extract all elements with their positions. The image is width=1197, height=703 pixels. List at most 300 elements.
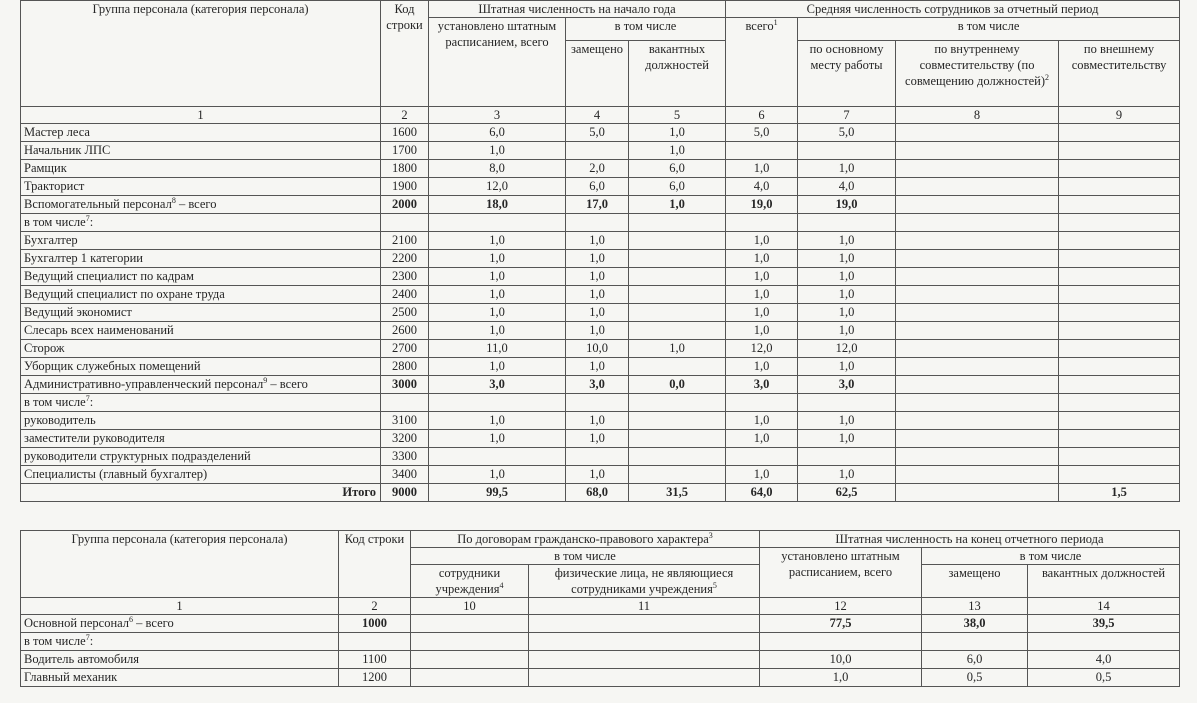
- table-row: [21, 430, 1180, 448]
- cell-c3: 99,5: [429, 484, 566, 502]
- cell-c7: 1,0: [798, 160, 896, 178]
- footnote-mark: 7: [85, 213, 90, 223]
- column-number: 2: [339, 598, 411, 615]
- cell-c8: [896, 376, 1059, 394]
- row-label: [21, 142, 381, 160]
- cell-c8: [896, 340, 1059, 358]
- column-number: 12: [760, 598, 922, 615]
- cell-c9: [1059, 412, 1180, 430]
- cell-c5: [629, 358, 726, 376]
- cell-c7: 1,0: [798, 358, 896, 376]
- row-label-text: Основной персонал: [24, 616, 130, 630]
- row-label-text: Бухгалтер 1 категории: [24, 251, 143, 265]
- row-label: [21, 124, 381, 142]
- column-numbers-row: [21, 598, 1180, 615]
- cell-c9: [1059, 322, 1180, 340]
- table-row: [21, 250, 1180, 268]
- cell-c3: 1,0: [429, 142, 566, 160]
- header-vacant-2: вакантных должностей: [1028, 565, 1180, 598]
- cell-c8: [896, 250, 1059, 268]
- row-code: 1900: [381, 178, 429, 196]
- staff-table-secondary: [20, 530, 1180, 687]
- cell-c6: 3,0: [726, 376, 798, 394]
- table-row: [21, 448, 1180, 466]
- cell-c3: 1,0: [429, 232, 566, 250]
- row-label: [21, 651, 339, 669]
- cell-c8: [896, 142, 1059, 160]
- cell-c9: [1059, 466, 1180, 484]
- row-label-text: в том числе: [24, 634, 86, 648]
- row-code: 2300: [381, 268, 429, 286]
- cell-c9: [1059, 358, 1180, 376]
- cell-c4: [566, 448, 629, 466]
- cell-c5: 31,5: [629, 484, 726, 502]
- row-label-text: Сторож: [24, 341, 65, 355]
- cell-c3: 8,0: [429, 160, 566, 178]
- cell-c5: [629, 304, 726, 322]
- row-label: [21, 376, 381, 394]
- row-label-text: руководители структурных подразделений: [24, 449, 251, 463]
- cell-c6: 1,0: [726, 160, 798, 178]
- cell-c5: [629, 322, 726, 340]
- cell-c11: [529, 615, 760, 633]
- cell-c6: 1,0: [726, 322, 798, 340]
- cell-c4: 1,0: [566, 268, 629, 286]
- header-filled: замещено: [566, 40, 629, 106]
- cell-c9: [1059, 178, 1180, 196]
- cell-c9: [1059, 268, 1180, 286]
- cell-c8: [896, 268, 1059, 286]
- header-staff-end: Штатная численность на конец отчетного периода: [760, 531, 1180, 548]
- header-code-2: Код строки: [339, 531, 411, 598]
- cell-c9: [1059, 142, 1180, 160]
- cell-c4: 1,0: [566, 358, 629, 376]
- table-row: [21, 633, 1180, 651]
- row-label: [21, 412, 381, 430]
- cell-c9: [1059, 214, 1180, 232]
- cell-c7: 1,0: [798, 322, 896, 340]
- cell-c8: [896, 160, 1059, 178]
- cell-c6: [726, 214, 798, 232]
- cell-c7: [798, 394, 896, 412]
- cell-c7: 1,0: [798, 232, 896, 250]
- row-label-text: Тракторист: [24, 179, 85, 193]
- cell-c4: 3,0: [566, 376, 629, 394]
- cell-c6: 4,0: [726, 178, 798, 196]
- table-row: [21, 124, 1180, 142]
- cell-c4: [566, 142, 629, 160]
- table-row: [21, 160, 1180, 178]
- cell-c8: [896, 358, 1059, 376]
- row-label-text: Специалисты (главный бухгалтер): [24, 467, 208, 481]
- cell-c12: [760, 633, 922, 651]
- row-label: [21, 214, 381, 232]
- column-number: 13: [922, 598, 1028, 615]
- cell-c10: [411, 633, 529, 651]
- row-label-text: Ведущий экономист: [24, 305, 132, 319]
- cell-c5: 1,0: [629, 124, 726, 142]
- row-code: [381, 394, 429, 412]
- cell-c6: 1,0: [726, 286, 798, 304]
- cell-c6: 1,0: [726, 430, 798, 448]
- cell-c5: [629, 250, 726, 268]
- row-code: 2600: [381, 322, 429, 340]
- cell-c9: [1059, 196, 1180, 214]
- cell-c6: 64,0: [726, 484, 798, 502]
- row-label: [21, 160, 381, 178]
- row-label-suffix: – всего: [133, 616, 174, 630]
- cell-c7: 19,0: [798, 196, 896, 214]
- cell-c6: [726, 448, 798, 466]
- column-number: 8: [896, 107, 1059, 124]
- cell-c12: 10,0: [760, 651, 922, 669]
- row-code: 2100: [381, 232, 429, 250]
- table-row: [21, 376, 1180, 394]
- cell-c6: 1,0: [726, 250, 798, 268]
- row-label-suffix: :: [89, 395, 94, 409]
- cell-c8: [896, 124, 1059, 142]
- row-label: [21, 178, 381, 196]
- table-row: [21, 466, 1180, 484]
- cell-c7: 4,0: [798, 178, 896, 196]
- row-code: 3000: [381, 376, 429, 394]
- table-row: [21, 358, 1180, 376]
- cell-c3: 3,0: [429, 376, 566, 394]
- row-code: 1100: [339, 651, 411, 669]
- cell-c5: [629, 430, 726, 448]
- total-label: Итого: [21, 484, 381, 502]
- column-number: 4: [566, 107, 629, 124]
- row-label-text: руководитель: [24, 413, 96, 427]
- row-code: [381, 214, 429, 232]
- row-label-suffix: – всего: [267, 377, 308, 391]
- cell-c3: 1,0: [429, 466, 566, 484]
- table-row: [21, 412, 1180, 430]
- table-row: [21, 214, 1180, 232]
- footnote-mark: 7: [85, 632, 90, 642]
- table-row: [21, 615, 1180, 633]
- cell-c7: [798, 214, 896, 232]
- header-incl-civil: в том числе: [411, 548, 760, 565]
- row-code: 3400: [381, 466, 429, 484]
- cell-c7: 5,0: [798, 124, 896, 142]
- footnote-mark: 9: [263, 375, 268, 385]
- cell-c8: [896, 448, 1059, 466]
- cell-c3: 1,0: [429, 304, 566, 322]
- cell-c7: 1,0: [798, 268, 896, 286]
- cell-c6: 1,0: [726, 466, 798, 484]
- cell-c3: 1,0: [429, 358, 566, 376]
- cell-c4: 1,0: [566, 304, 629, 322]
- cell-c9: [1059, 232, 1180, 250]
- cell-c3: [429, 448, 566, 466]
- row-label: [21, 430, 381, 448]
- table-row: [21, 142, 1180, 160]
- cell-c13: [922, 633, 1028, 651]
- cell-c8: [896, 322, 1059, 340]
- column-number: 10: [411, 598, 529, 615]
- cell-c3: [429, 394, 566, 412]
- cell-c5: 0,0: [629, 376, 726, 394]
- header-staff-start: Штатная численность на начало года: [429, 1, 726, 18]
- row-code: 1000: [339, 615, 411, 633]
- table-row: [21, 178, 1180, 196]
- header-employees: сотрудники учреждения$^4$: [411, 565, 529, 598]
- cell-c6: 1,0: [726, 412, 798, 430]
- cell-c5: 1,0: [629, 196, 726, 214]
- row-code: 2200: [381, 250, 429, 268]
- cell-c11: [529, 633, 760, 651]
- column-number: 6: [726, 107, 798, 124]
- cell-c5: [629, 268, 726, 286]
- column-number: 2: [381, 107, 429, 124]
- cell-c7: [798, 142, 896, 160]
- row-label-text: Административно-управленческий персонал: [24, 377, 264, 391]
- row-label: [21, 358, 381, 376]
- row-label-text: Рамщик: [24, 161, 67, 175]
- column-number: 7: [798, 107, 896, 124]
- cell-c3: 1,0: [429, 430, 566, 448]
- cell-c10: [411, 651, 529, 669]
- cell-c14: [1028, 633, 1180, 651]
- cell-c5: [629, 232, 726, 250]
- cell-c3: 1,0: [429, 322, 566, 340]
- row-label-text: Ведущий специалист по кадрам: [24, 269, 194, 283]
- table-row: [21, 196, 1180, 214]
- cell-c7: 1,0: [798, 304, 896, 322]
- row-label-text: Вспомогательный персонал: [24, 197, 172, 211]
- cell-c9: [1059, 448, 1180, 466]
- row-label: [21, 250, 381, 268]
- row-label-text: Бухгалтер: [24, 233, 78, 247]
- row-label-text: в том числе: [24, 215, 86, 229]
- row-label: [21, 340, 381, 358]
- cell-c4: 1,0: [566, 430, 629, 448]
- cell-c4: 10,0: [566, 340, 629, 358]
- cell-c4: 1,0: [566, 232, 629, 250]
- cell-c8: [896, 196, 1059, 214]
- header-main-place: по основному месту работы: [798, 40, 896, 106]
- cell-c14: 39,5: [1028, 615, 1180, 633]
- cell-c5: 1,0: [629, 340, 726, 358]
- cell-c7: 3,0: [798, 376, 896, 394]
- cell-c4: 1,0: [566, 250, 629, 268]
- row-label-suffix: – всего: [175, 197, 217, 211]
- footnote-mark: 8: [171, 195, 176, 205]
- cell-c5: [629, 448, 726, 466]
- cell-c9: [1059, 304, 1180, 322]
- header-internal: по внутреннему совместительству (по совмещению должностей)$^2$: [896, 40, 1059, 106]
- column-number: 1: [21, 598, 339, 615]
- cell-c8: [896, 304, 1059, 322]
- row-label-text: Слесарь всех наименований: [24, 323, 174, 337]
- cell-c8: [896, 232, 1059, 250]
- table-row: [21, 651, 1180, 669]
- table-row: [21, 322, 1180, 340]
- header-incl-end: в том числе: [922, 548, 1180, 565]
- cell-c8: [896, 466, 1059, 484]
- cell-c14: 4,0: [1028, 651, 1180, 669]
- row-label-text: Начальник ЛПС: [24, 143, 111, 157]
- cell-c13: 0,5: [922, 669, 1028, 687]
- column-number: 5: [629, 107, 726, 124]
- cell-c6: [726, 142, 798, 160]
- cell-c4: 5,0: [566, 124, 629, 142]
- cell-c3: 1,0: [429, 286, 566, 304]
- row-code: 9000: [381, 484, 429, 502]
- cell-c7: 12,0: [798, 340, 896, 358]
- header-civil: По договорам гражданско-правового характера$^3$: [411, 531, 760, 548]
- cell-c5: [629, 214, 726, 232]
- row-label: [21, 669, 339, 687]
- cell-c5: [629, 412, 726, 430]
- cell-c6: [726, 394, 798, 412]
- cell-c5: [629, 466, 726, 484]
- cell-c9: [1059, 340, 1180, 358]
- footnote-mark: 6: [129, 614, 134, 624]
- row-label-text: Мастер леса: [24, 125, 90, 139]
- cell-c6: 1,0: [726, 268, 798, 286]
- cell-c13: 38,0: [922, 615, 1028, 633]
- row-label-text: Ведущий специалист по охране труда: [24, 287, 225, 301]
- cell-c3: 1,0: [429, 268, 566, 286]
- row-label-suffix: :: [89, 634, 94, 648]
- cell-c3: 1,0: [429, 250, 566, 268]
- header-established: установлено штатным расписанием, всего: [429, 18, 566, 107]
- cell-c7: 62,5: [798, 484, 896, 502]
- header-established-2: установлено штатным расписанием, всего: [760, 548, 922, 598]
- row-code: 1600: [381, 124, 429, 142]
- cell-c10: [411, 669, 529, 687]
- row-label-suffix: :: [89, 215, 94, 229]
- cell-c9: [1059, 250, 1180, 268]
- cell-c5: 1,0: [629, 142, 726, 160]
- cell-c3: [429, 214, 566, 232]
- cell-c4: 68,0: [566, 484, 629, 502]
- row-label: [21, 394, 381, 412]
- header-external: по внешнему совместительству: [1059, 40, 1180, 106]
- row-code: 3300: [381, 448, 429, 466]
- table-row: [21, 669, 1180, 687]
- cell-c6: 19,0: [726, 196, 798, 214]
- header-individuals: физические лица, не являющиеся сотрудниками учреждения$^5$: [529, 565, 760, 598]
- header-vacant: вакантных должностей: [629, 40, 726, 106]
- header-incl-start: в том числе: [566, 18, 726, 41]
- cell-c4: 1,0: [566, 466, 629, 484]
- cell-c11: [529, 651, 760, 669]
- cell-c3: 12,0: [429, 178, 566, 196]
- cell-c7: 1,0: [798, 412, 896, 430]
- cell-c9: [1059, 124, 1180, 142]
- row-code: 2500: [381, 304, 429, 322]
- table-row: [21, 394, 1180, 412]
- cell-c4: 1,0: [566, 286, 629, 304]
- row-label: [21, 633, 339, 651]
- cell-c3: 11,0: [429, 340, 566, 358]
- row-label: [21, 286, 381, 304]
- header-average: Средняя численность сотрудников за отчетный период: [726, 1, 1180, 18]
- cell-c11: [529, 669, 760, 687]
- cell-c14: 0,5: [1028, 669, 1180, 687]
- row-code: 2400: [381, 286, 429, 304]
- cell-c5: [629, 286, 726, 304]
- cell-c6: 12,0: [726, 340, 798, 358]
- cell-c5: 6,0: [629, 178, 726, 196]
- cell-c8: [896, 214, 1059, 232]
- cell-c12: 77,5: [760, 615, 922, 633]
- row-label: [21, 268, 381, 286]
- header-code: Код строки: [381, 1, 429, 107]
- cell-c5: [629, 394, 726, 412]
- cell-c8: [896, 430, 1059, 448]
- cell-c9: [1059, 286, 1180, 304]
- cell-c6: 5,0: [726, 124, 798, 142]
- column-number: 14: [1028, 598, 1180, 615]
- staff-table-main: [20, 0, 1180, 502]
- cell-c12: 1,0: [760, 669, 922, 687]
- column-number: 9: [1059, 107, 1180, 124]
- row-code: [339, 633, 411, 651]
- row-label-text: заместители руководителя: [24, 431, 165, 445]
- row-code: 1700: [381, 142, 429, 160]
- cell-c3: 18,0: [429, 196, 566, 214]
- cell-c7: 1,0: [798, 466, 896, 484]
- cell-c4: 17,0: [566, 196, 629, 214]
- cell-c9: 1,5: [1059, 484, 1180, 502]
- row-label: [21, 448, 381, 466]
- cell-c3: 1,0: [429, 412, 566, 430]
- cell-c8: [896, 178, 1059, 196]
- table-row: [21, 232, 1180, 250]
- header-avg-total: всего$^1$: [726, 18, 798, 107]
- column-numbers-row: [21, 107, 1180, 124]
- row-label-text: в том числе: [24, 395, 86, 409]
- cell-c5: 6,0: [629, 160, 726, 178]
- row-label: [21, 322, 381, 340]
- row-label-text: Главный механик: [24, 670, 118, 684]
- cell-c9: [1059, 160, 1180, 178]
- cell-c4: [566, 214, 629, 232]
- cell-c13: 6,0: [922, 651, 1028, 669]
- row-code: 2800: [381, 358, 429, 376]
- cell-c4: 2,0: [566, 160, 629, 178]
- cell-c8: [896, 286, 1059, 304]
- table-row: [21, 286, 1180, 304]
- cell-c4: 1,0: [566, 322, 629, 340]
- cell-c9: [1059, 394, 1180, 412]
- cell-c10: [411, 615, 529, 633]
- cell-c7: [798, 448, 896, 466]
- row-label-text: Уборщик служебных помещений: [24, 359, 201, 373]
- header-group: Группа персонала (категория персонала): [21, 1, 381, 107]
- cell-c6: 1,0: [726, 358, 798, 376]
- cell-c7: 1,0: [798, 286, 896, 304]
- cell-c8: [896, 412, 1059, 430]
- cell-c8: [896, 484, 1059, 502]
- row-label-text: Водитель автомобиля: [24, 652, 139, 666]
- table-row: [21, 304, 1180, 322]
- cell-c7: 1,0: [798, 430, 896, 448]
- column-number: 11: [529, 598, 760, 615]
- cell-c4: [566, 394, 629, 412]
- row-label: [21, 232, 381, 250]
- header-filled-2: замещено: [922, 565, 1028, 598]
- total-row: [21, 484, 1180, 502]
- table-row: [21, 268, 1180, 286]
- cell-c4: 1,0: [566, 412, 629, 430]
- cell-c7: 1,0: [798, 250, 896, 268]
- row-label: [21, 196, 381, 214]
